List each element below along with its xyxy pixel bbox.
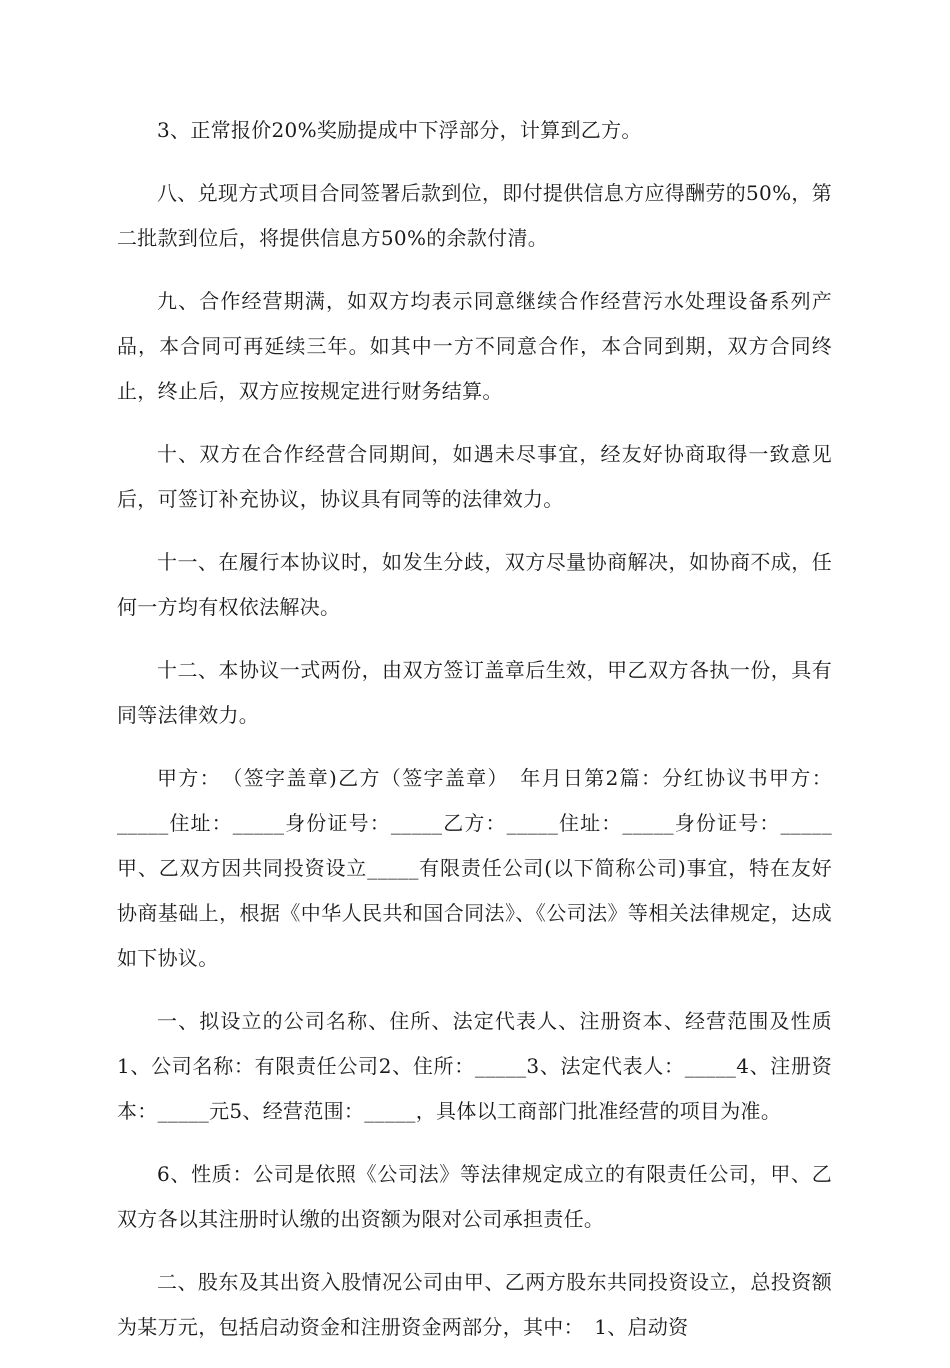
paragraph-shareholders: 二、股东及其出资入股情况公司由甲、乙两方股东共同投资设立，总投资额为某万元，包括启动资金和注册资金两部分，其中： 1、启动资 (117, 1270, 832, 1339)
paragraph-clause-8: 八、兑现方式项目合同签署后款到位，即付提供信息方应得酬劳的50%，第二批款到位后，将提供信息方50%的余款付清。 (117, 181, 832, 250)
paragraph-clause-10: 十、双方在合作经营合同期间，如遇未尽事宜，经友好协商取得一致意见后，可签订补充协议，协议具有同等的法律效力。 (117, 442, 832, 511)
paragraph-signature-and-agreement-2: 甲方： （签字盖章)乙方（签字盖章） 年月日第2篇：分红协议书甲方：_____住址：_____身份证号：_____乙方：_____住址：_____身份证号：_____甲、乙双方因共同投资设立_____有限责任公司(以下简称公司)事宜，特在友好协商基础上，根据《中华人民共和国合同法》、《公司法》等相关法律规定，达成如下协议。 (117, 766, 832, 970)
paragraph-clause-12: 十二、本协议一式两份，由双方签订盖章后生效，甲乙双方各执一份，具有同等法律效力。 (117, 658, 832, 727)
document-body (117, 108, 832, 1368)
paragraph-reward-calc: 3、正常报价20%奖励提成中下浮部分，计算到乙方。 (157, 118, 642, 142)
paragraph-company-nature: 6、性质：公司是依照《公司法》等法律规定成立的有限责任公司，甲、乙双方各以其注册时认缴的出资额为限对公司承担责任。 (117, 1162, 832, 1231)
paragraph-clause-9: 九、合作经营期满，如双方均表示同意继续合作经营污水处理设备系列产品，本合同可再延续三年。如其中一方不同意合作，本合同到期，双方合同终止，终止后，双方应按规定进行财务结算。 (117, 289, 832, 403)
paragraph-company-info: 一、拟设立的公司名称、住所、法定代表人、注册资本、经营范围及性质1、公司名称：有限责任公司2、住所：_____3、法定代表人：_____4、注册资本：_____元5、经营范围：_____，具体以工商部门批准经营的项目为准。 (117, 1009, 832, 1123)
paragraph-clause-11: 十一、在履行本协议时，如发生分歧，双方尽量协商解决，如协商不成，任何一方均有权依法解决。 (117, 550, 832, 619)
